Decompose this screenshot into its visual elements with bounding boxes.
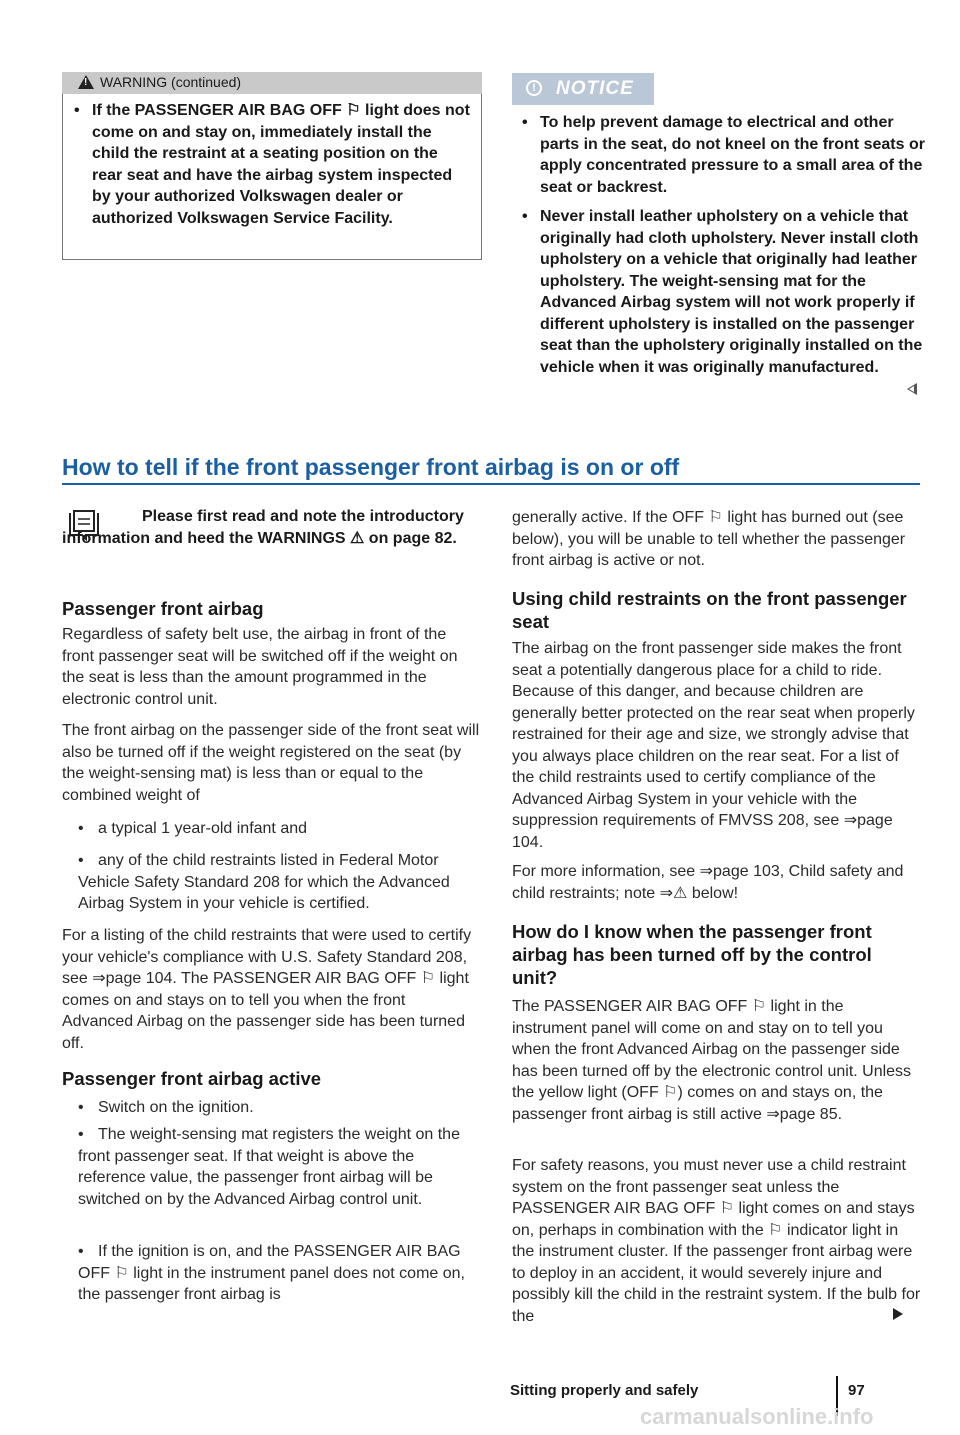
watermark: carmanualsonline.info — [640, 1404, 874, 1429]
bullet-icon: • — [522, 208, 528, 225]
warning-header — [62, 72, 482, 94]
notice-item-text: To help prevent damage to electrical and other parts in the seat, do not kneel on the front seats or apply concentrated pressure to a small area of the seat or backrest. — [540, 114, 925, 196]
notice-item — [522, 206, 926, 378]
paragraph: For safety reasons, you must never use a child restraint system on the front passenger seat unless the PASSENGER AIR BAG OFF ⚐ light comes on and stays on, perhaps in combination with the ⚐ indicator light in the instrument cluster. If the passenger front airbag were to deploy in an accident, it would severely injure and possibly kill the child in the restraint system. If the bulb for the — [512, 1157, 921, 1325]
notice-header-text: NOTICE — [556, 78, 634, 99]
info-icon: ! — [526, 80, 542, 96]
list-item: a typical 1 year-old infant and — [98, 820, 308, 837]
section-rule — [62, 483, 920, 485]
bullet-icon: • — [522, 114, 528, 131]
page-number: 97 — [848, 1382, 865, 1399]
section-title: How to tell if the front passenger front airbag is on or off — [62, 454, 680, 480]
notice-header — [512, 73, 654, 105]
notice-item — [522, 112, 926, 198]
bullet-icon: • — [78, 1126, 84, 1143]
paragraph: For a listing of the child restraints that were used to certify your vehicle's compliance with U.S. Safety Standard 208, see ⇒page 104. The PASSENGER AIR BAG OFF ⚐ light comes on and stays on to tell you when the front Advanced Airbag on the passenger side has been turned off. — [62, 927, 472, 1052]
heading-passenger-front-airbag: Passenger front airbag — [62, 598, 264, 619]
intro-text: Please first read and note the introductory information and heed the WARNINGS ⚠ on page 82. — [62, 508, 464, 547]
footer-section: Sitting properly and safely — [510, 1382, 699, 1399]
bullet-icon: • — [74, 102, 80, 119]
warning-text: If the PASSENGER AIR BAG OFF ⚐ light does not come on and stay on, immediately install the child the restraint at a seating position on the rear seat and have the airbag system inspected by your authorized Volkswagen dealer or authorized Volkswagen Service Facility. — [92, 102, 470, 227]
notice-item-text: Never install leather upholstery on a vehicle that originally had cloth upholstery. Never install cloth upholstery on a vehicle that originally had leather upholstery. The weight-sensing mat for the Advanced Airbag system will not work properly if different upholstery is installed on the passenger seat than the upholstery originally installed on the vehicle when it was originally manufactured. — [540, 208, 923, 376]
bullet-icon: • — [78, 1243, 84, 1260]
heading-how-do-i-know: How do I know when the passenger front airbag has been turned off by the control unit? — [512, 921, 872, 988]
bullet-icon: • — [78, 820, 84, 837]
warning-header-text: WARNING (continued) — [100, 74, 242, 90]
paragraph: The airbag on the front passenger side makes the front seat a potentially dangerous place for a child to ride. Because of this danger, and because children are generally better protected on the rear seat when properly restrained for their age and size, we strongly advise that you always place children on the rear seat. For a list of the child restraints used to certify compliance of the Advanced Airbag System in your vehicle with the suppression requirements of FMVSS 208, see ⇒page 104. — [512, 640, 915, 851]
paragraph: For more information, see ⇒page 103, Child safety and child restraints; note ⇒⚠ below! — [512, 863, 904, 902]
heading-using-child-restraints: Using child restraints on the front passenger seat — [512, 588, 907, 632]
list-item: Switch on the ignition. — [98, 1099, 254, 1116]
list-item: If the ignition is on, and the PASSENGER AIR BAG OFF ⚐ light in the instrument panel does not come on, the passenger front airbag is — [78, 1243, 465, 1303]
continue-icon — [893, 1308, 903, 1320]
paragraph: The PASSENGER AIR BAG OFF ⚐ light in the instrument panel will come on and stay on to tell you when the front Advanced Airbag on the passenger side has been turned off by the electronic control unit. Unless the yellow light (OFF ⚐) comes on and stays on, the passenger front airbag is still active ⇒page 85. — [512, 998, 912, 1123]
paragraph: generally active. If the OFF ⚐ light has burned out (see below), you will be unable to tell whether the passenger front airbag is active or not. — [512, 509, 906, 569]
list-item: The weight-sensing mat registers the weight on the front passenger seat. If that weight is above the reference value, the passenger front airbag will be switched on by the Advanced Airbag control unit. — [78, 1126, 460, 1208]
paragraph: Regardless of safety belt use, the airbag in front of the front passenger seat will be switched off if the weight on the seat is less than the amount programmed in the electronic control unit. — [62, 626, 458, 708]
bullet-icon: • — [78, 1099, 84, 1116]
list-item: any of the child restraints listed in Federal Motor Vehicle Safety Standard 208 for which the Advanced Airbag System in your vehicle is certified. — [78, 852, 450, 912]
bullet-icon: • — [78, 852, 84, 869]
paragraph: The front airbag on the passenger side of the front seat will also be turned off if the weight registered on the seat (by the weight-sensing mat) is less than or equal to the combined weight of — [62, 722, 480, 804]
warning-icon — [78, 75, 94, 89]
heading-passenger-front-airbag-active: Passenger front airbag active — [62, 1068, 322, 1089]
end-of-section-icon — [907, 383, 917, 395]
warning-text-block — [74, 100, 472, 229]
